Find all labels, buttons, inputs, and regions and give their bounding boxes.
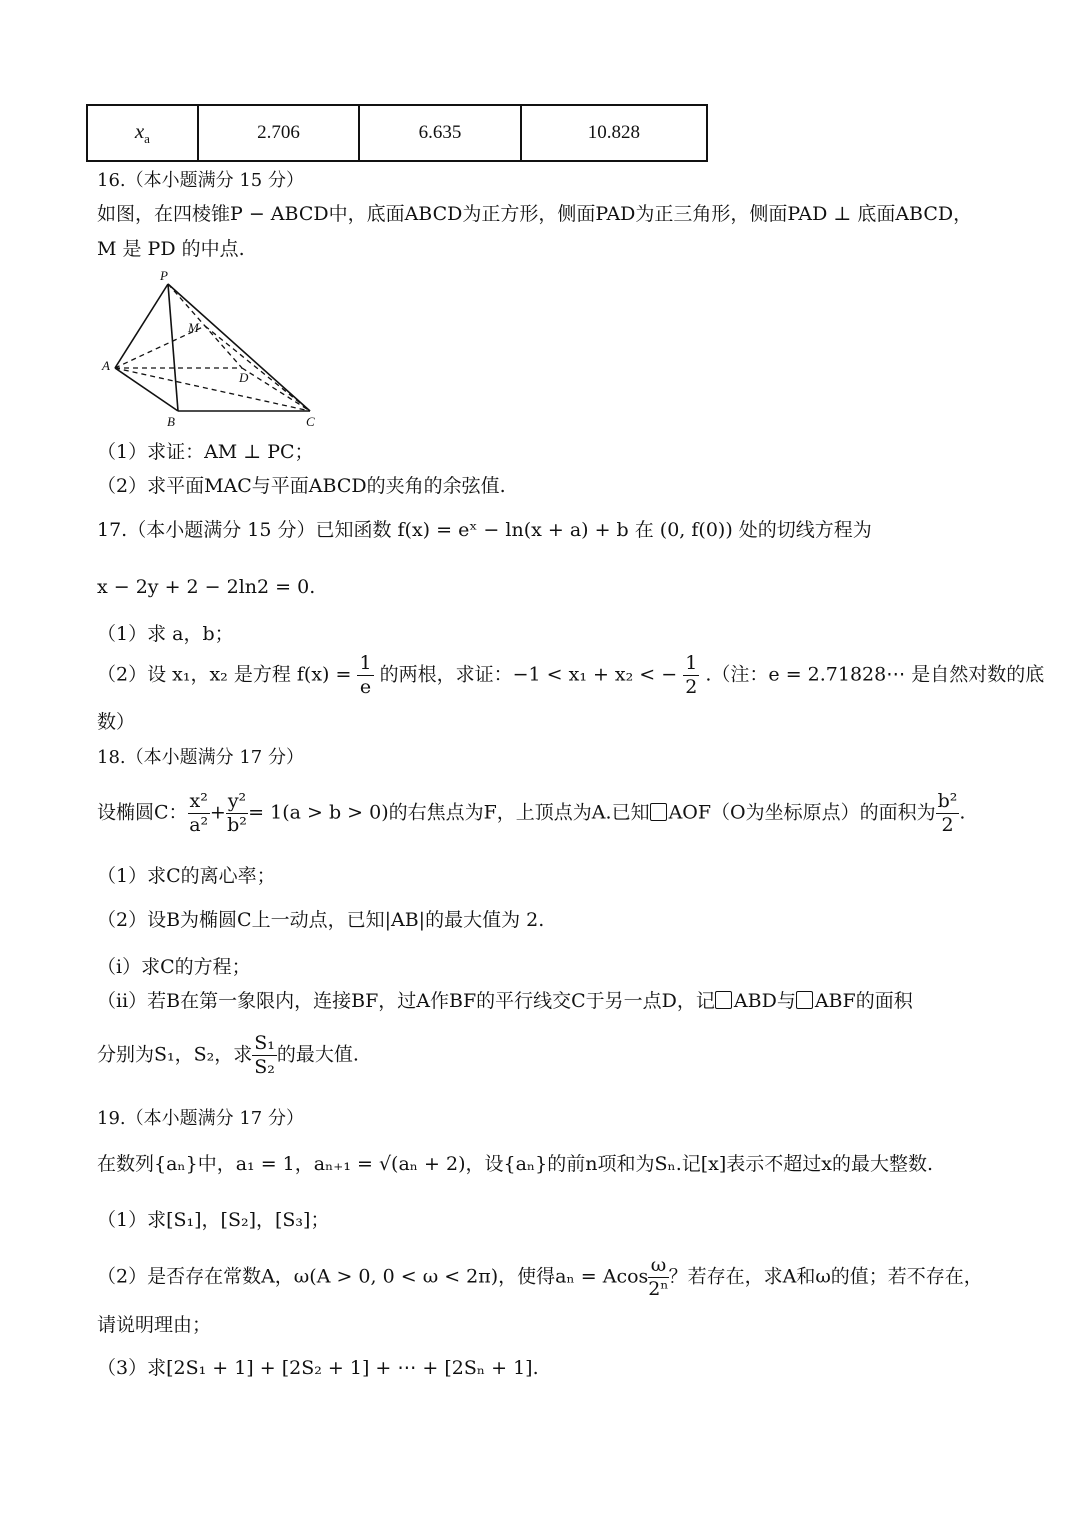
table-label-cell: $x_a$ bbox=[87, 105, 198, 161]
q16-statement: 如图，在四棱锥P − ABCD中，底面ABCD为正方形，侧面PAD为正三角形，侧面PAD ⊥ 底面ABCD， bbox=[97, 203, 973, 225]
q16-header: 16.（本小题满分 15 分） bbox=[97, 170, 304, 191]
q19-part2: （2）是否存在常数A，ω(A > 0, 0 < ω < 2π)，使得aₙ = Acos $\frac{\omega}{\text{2ⁿ}}$ ？若存在，求A和ω的值；若不存在， bbox=[97, 1254, 983, 1300]
fraction-x2-over-a2: $\frac{\text{x²}}{\text{a²}}$ bbox=[189, 790, 209, 836]
q18-part1: （1）求C的离心率； bbox=[97, 865, 276, 887]
label-M: M bbox=[188, 320, 199, 335]
q18-statement: 设椭圆C： $\frac{\text{x²}}{\text{a²}}$ + $\frac{\text{y²}}{\text{b²}}$ = 1(a > b > 0)的右焦点为F，上顶点为A.已知 AOF（O为坐标原点）的面积为 $\frac{\text{b²}}{2}$ . bbox=[97, 790, 966, 836]
q17-part2: （2）设 x₁，x₂ 是方程 f(x) = $\frac{1}{e}$ 的两根，求证：−1 < x₁ + x₂ < − $\frac{1}{2}$ .（注：e = 2.71828⋯ 是自然对数的底 bbox=[97, 652, 1045, 698]
fraction-s1-over-s2: $\frac{\text{S₁}}{\text{S₂}}$ bbox=[254, 1032, 275, 1078]
label-A: A bbox=[102, 358, 110, 373]
triangle-symbol-icon bbox=[715, 991, 732, 1009]
q18-part2ii-continued: 分别为S₁，S₂，求 $\frac{\text{S₁}}{\text{S₂}}$ 的最大值. bbox=[97, 1032, 359, 1078]
q18-header: 18.（本小题满分 17 分） bbox=[97, 747, 304, 768]
table-value-cell: 10.828 bbox=[521, 105, 707, 161]
pyramid-figure bbox=[100, 268, 325, 430]
q16-part2: （2）求平面MAC与平面ABCD的夹角的余弦值. bbox=[97, 475, 506, 497]
fraction-b2-over-2: $\frac{\text{b²}}{2}$ bbox=[937, 790, 958, 836]
triangle-symbol-icon bbox=[650, 803, 667, 821]
critical-value-table bbox=[86, 104, 708, 162]
fraction-y2-over-b2: $\frac{\text{y²}}{\text{b²}}$ bbox=[227, 790, 247, 836]
table-value-cell: 2.706 bbox=[198, 105, 359, 161]
table-value-cell: 6.635 bbox=[359, 105, 520, 161]
fraction-1-over-2: $\frac{1}{2}$ bbox=[685, 652, 698, 698]
q17-part2-continued: 数） bbox=[97, 711, 136, 733]
q19-part1: （1）求[S₁]，[S₂]，[S₃]； bbox=[97, 1209, 330, 1231]
q18-part2ii: （ⅱ）若B在第一象限内，连接BF，过A作BF的平行线交C于另一点D，记 ABD与 ABF的面积 bbox=[97, 990, 913, 1012]
label-P: P bbox=[160, 268, 168, 283]
label-C: C bbox=[306, 414, 315, 429]
triangle-symbol-icon bbox=[796, 991, 813, 1009]
q18-part2i: （ⅰ）求C的方程； bbox=[97, 956, 251, 978]
q17-header: 17.（本小题满分 15 分）已知函数 f(x) = eˣ − ln(x + a) + b 在 (0, f(0)) 处的切线方程为 bbox=[97, 519, 872, 541]
q17-tangent-equation: x − 2y + 2 − 2ln2 = 0. bbox=[97, 576, 316, 598]
fraction-1-over-e: $\frac{1}{e}$ bbox=[359, 652, 372, 698]
fraction-omega-over-2n: $\frac{\omega}{\text{2ⁿ}}$ bbox=[648, 1254, 669, 1300]
q16-part1: （1）求证：AM ⊥ PC； bbox=[97, 441, 314, 463]
q19-header: 19.（本小题满分 17 分） bbox=[97, 1108, 304, 1129]
q19-part2-continued: 请说明理由； bbox=[97, 1314, 212, 1336]
label-D: D bbox=[239, 370, 249, 385]
label-B: B bbox=[167, 414, 175, 429]
q19-statement: 在数列{aₙ}中，a₁ = 1，aₙ₊₁ = √(aₙ + 2)，设{aₙ}的前n项和为Sₙ.记[x]表示不超过x的最大整数. bbox=[97, 1153, 934, 1175]
q18-part2: （2）设B为椭圆C上一动点，已知|AB|的最大值为 2. bbox=[97, 909, 545, 931]
q16-statement-2: M 是 PD 的中点. bbox=[97, 238, 245, 260]
q17-part1: （1）求 a，b； bbox=[97, 623, 234, 645]
q19-part3: （3）求[2S₁ + 1] + [2S₂ + 1] + ⋯ + [2Sₙ + 1]. bbox=[97, 1357, 539, 1379]
